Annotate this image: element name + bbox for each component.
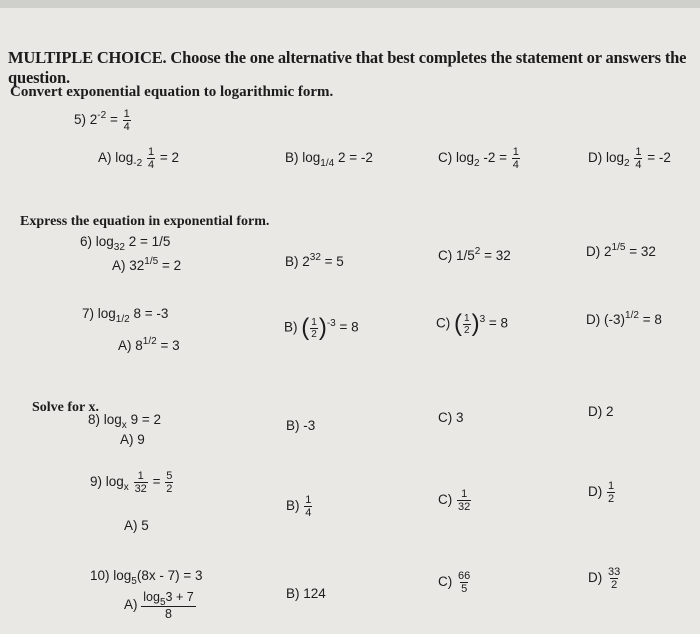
q7-option-c[interactable]: C) ( $\frac{1}{2}$ )$^3$ = 8 xyxy=(436,310,509,337)
section-express: Express the equation in exponential form. xyxy=(20,214,270,229)
section-solve: Solve for x. xyxy=(32,400,100,415)
q8-option-c[interactable]: C) 3 xyxy=(438,410,464,425)
q6-option-b[interactable]: B) $2^{32} = 5$ xyxy=(285,252,344,269)
q9-option-c[interactable]: C) $\frac{1}{32}$ xyxy=(438,488,471,513)
question-5: 5) $2^{-2}$ = $\frac{1}{4}$ xyxy=(74,108,130,133)
q10-option-b[interactable]: B) 124 xyxy=(286,586,326,601)
q7-option-b[interactable]: B) ( $\frac{1}{2}$ )$^{-3}$ = 8 xyxy=(284,314,359,341)
question-7: 7) $\log_{1/2} 8 = -3$ xyxy=(82,306,169,325)
q6-option-c[interactable]: C) $1/5^2 = 32$ xyxy=(438,246,511,263)
q10-option-d[interactable]: D) $\frac{33}{2}$ xyxy=(588,566,621,591)
question-6: 6) $\log_{32} 2 = 1/5$ xyxy=(80,234,171,253)
q5-option-d[interactable]: D) $\log_2$ $\frac{1}{4}$ = -2 xyxy=(588,146,671,171)
question-8: 8) $\log_x 9 = 2$ xyxy=(88,412,161,431)
q9-option-a[interactable]: A) 5 xyxy=(124,518,149,533)
q7-option-a[interactable]: A) $8^{1/2} = 3$ xyxy=(118,336,180,353)
header-instruction: Choose the one alternative that best completes the statement or answers the question. xyxy=(8,48,687,87)
q8-option-a[interactable]: A) 9 xyxy=(120,432,145,447)
header-title: MULTIPLE CHOICE. xyxy=(8,48,167,67)
page-top-edge xyxy=(0,0,700,8)
q8-option-b[interactable]: B) -3 xyxy=(286,418,316,433)
q5-option-a[interactable]: A) $\log_{-2}$ $\frac{1}{4}$ = 2 xyxy=(98,146,179,171)
page-header xyxy=(8,48,700,88)
q10-option-c[interactable]: C) $\frac{66}{5}$ xyxy=(438,570,471,595)
section-convert: Convert exponential equation to logarithmic form. xyxy=(10,84,334,100)
q9-option-d[interactable]: D) $\frac{1}{2}$ xyxy=(588,480,615,505)
question-10: 10) $\log_5(8x - 7) = 3$ xyxy=(90,568,203,587)
q6-option-d[interactable]: D) $2^{1/5} = 32$ xyxy=(586,242,656,259)
q10-option-a[interactable]: A) $\frac{\log_53 + 7}{8}$ xyxy=(124,590,194,621)
q9-option-b[interactable]: B) $\frac{1}{4}$ xyxy=(286,494,312,519)
q6-option-a[interactable]: A) $32^{1/5} = 2$ xyxy=(112,256,182,273)
question-9: 9) $\log_x$ $\frac{1}{32}$ = $\frac{5}{2}$ xyxy=(90,470,173,495)
q8-option-d[interactable]: D) 2 xyxy=(588,404,614,419)
q5-option-b[interactable]: B) $\log_{1/4} 2 = -2$ xyxy=(285,150,373,169)
q7-option-d[interactable]: D) $(-3)^{1/2} = 8$ xyxy=(586,310,662,327)
q5-option-c[interactable]: C) $\log_2 -2$ = $\frac{1}{4}$ xyxy=(438,146,519,171)
